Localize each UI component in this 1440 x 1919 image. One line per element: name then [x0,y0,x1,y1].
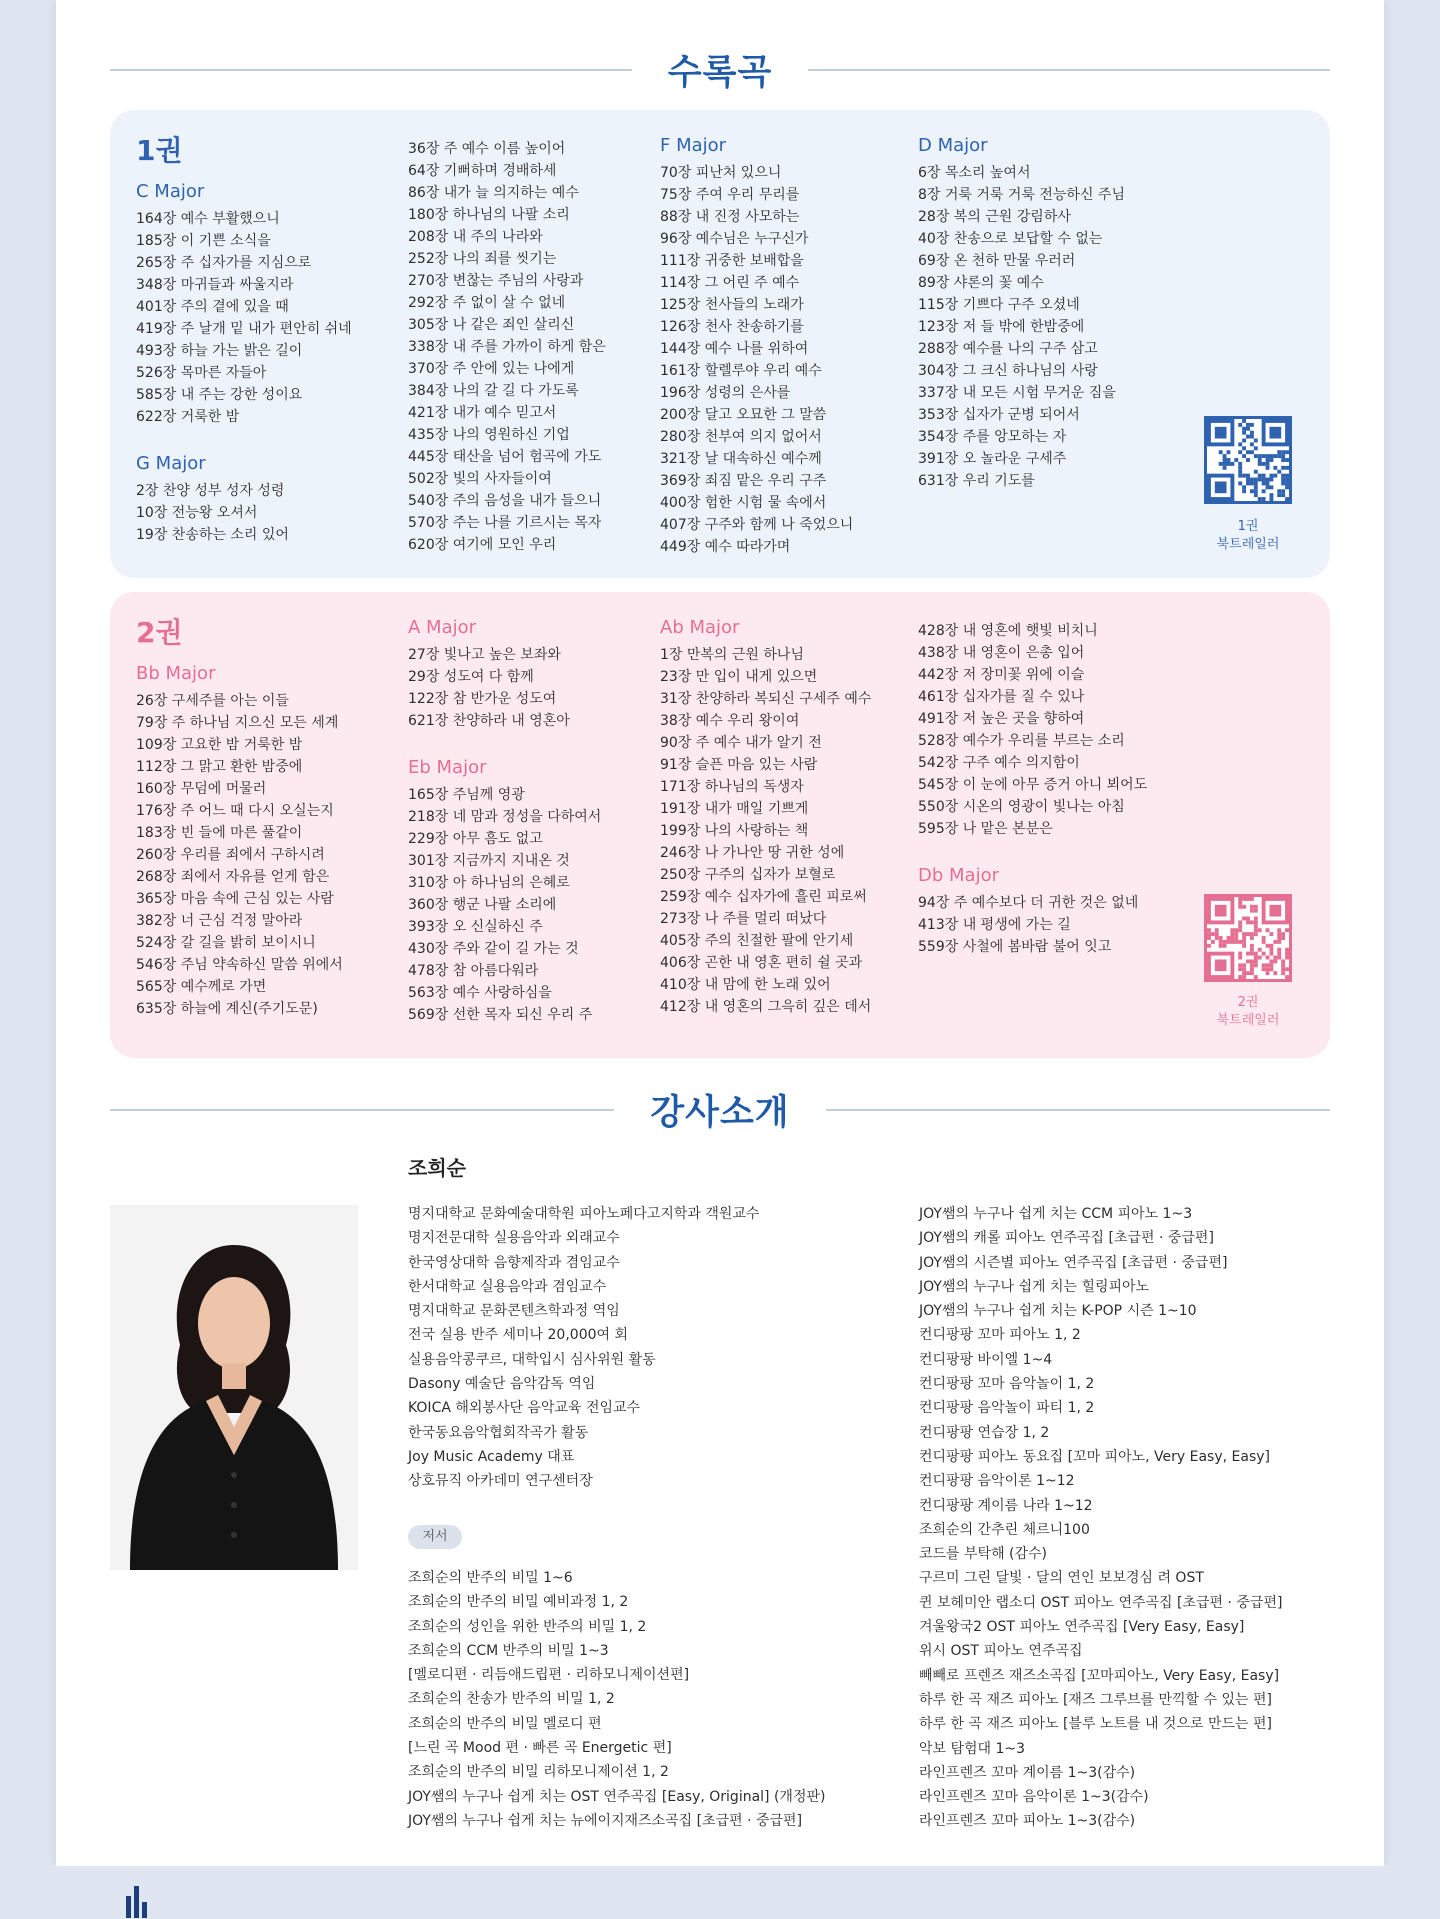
cv-item: 컨디팡팡 음악이론 1~12 [919,1473,1075,1490]
cv-item: JOY쌤의 누구나 쉽게 치는 K-POP 시즌 1~10 [919,1303,1197,1320]
cv-item: [느린 곡 Mood 편 · 빠른 곡 Energetic 편] [408,1740,672,1757]
song-item: 26장 구세주를 아는 이들 [136,693,289,709]
vol2-panel [110,592,1330,1058]
song-item: 565장 예수께로 가면 [136,979,267,995]
song-item: 29장 성도여 다 함께 [408,669,534,685]
cv-item: Joy Music Academy 대표 [408,1448,575,1465]
cv-item: 라인프렌즈 꼬마 피아노 1~3(감수) [919,1813,1136,1830]
song-item: 31장 찬양하라 복되신 구세주 예수 [660,691,872,707]
song-item: 2장 찬양 성부 성자 성령 [136,483,285,499]
song-item: 400장 험한 시험 물 속에서 [660,495,827,511]
cv-item: 컨디팡팡 꼬마 피아노 1, 2 [919,1327,1081,1344]
song-item: 171장 하나님의 독생자 [660,779,804,795]
song-item: 493장 하늘 가는 밝은 길이 [136,343,303,359]
song-item: 478장 참 아름다워라 [408,963,539,979]
cv-item: 조희순의 반주의 비밀 예비과정 1, 2 [408,1594,629,1611]
song-item: 265장 주 십자가를 지심으로 [136,255,312,271]
career-list [408,1202,759,1494]
song-item: 90장 주 예수 내가 알기 전 [660,735,822,751]
song-item: 79장 주 하나님 지으신 모든 세계 [136,715,339,731]
key-heading: Ab Major [660,617,740,638]
song-item: 369장 죄짐 맡은 우리 구주 [660,473,827,489]
cv-item: 라인프렌즈 꼬마 계이름 1~3(감수) [919,1764,1136,1781]
song-item: 36장 주 예수 이름 높이어 [408,141,566,157]
instructor-section-title: 강사소개 [650,1093,790,1133]
vol1-col1 [136,134,352,546]
song-item: 413장 내 평생에 가는 길 [918,917,1071,933]
cv-item: 실용음악콩쿠르, 대학입시 심사위원 활동 [408,1351,656,1368]
song-item: 268장 죄에서 자유를 얻게 함은 [136,869,330,885]
key-heading: F Major [660,135,727,156]
song-item: 86장 내가 늘 의지하는 예수 [408,185,579,201]
song-list [136,690,343,1020]
key-heading: A Major [408,617,477,638]
song-list [918,162,1125,492]
key-heading: Eb Major [408,757,487,778]
song-item: 445장 태산을 넘어 험곡에 가도 [408,449,602,465]
song-item: 88장 내 진정 사모하는 [660,209,800,225]
song-item: 185장 이 기쁜 소식을 [136,233,271,249]
qr-label-line: 2권 [1237,995,1259,1010]
cv-item: 하루 한 곡 재즈 피아노 [블루 노트를 내 것으로 만드는 편] [919,1716,1272,1733]
song-list [136,208,352,428]
cv-item: 한서대학교 실용음악과 겸임교수 [408,1278,607,1295]
song-list [408,644,601,732]
song-list [136,480,352,546]
songs-section-title: 수록곡 [667,53,773,93]
song-item: 183장 빈 들에 마른 풀같이 [136,825,303,841]
song-item: 546장 주님 약속하신 말씀 위에서 [136,957,343,973]
vol1-panel [110,110,1330,578]
books-list-right [919,1202,1282,1834]
song-item: 406장 곤한 내 영혼 편히 쉴 곳과 [660,955,863,971]
song-item: 180장 하나님의 나팔 소리 [408,207,570,223]
song-item: 273장 나 주를 멀리 떠났다 [660,911,827,927]
song-item: 438장 내 영혼이 은총 입어 [918,645,1085,661]
song-item: 353장 십자가 군병 되어서 [918,407,1080,423]
vol1-col2 [408,138,606,556]
song-item: 19장 찬송하는 소리 있어 [136,527,289,543]
song-item: 160장 무덤에 머물러 [136,781,267,797]
qr-label-line: 북트레일러 [1216,537,1280,552]
song-item: 595장 나 맡은 본분은 [918,821,1053,837]
song-item: 252장 나의 죄를 씻기는 [408,251,557,267]
song-item: 1장 만복의 근원 하나님 [660,647,804,663]
song-item: 111장 귀중한 보배합을 [660,253,804,269]
song-item: 419장 주 날개 밑 내가 편안히 쉬네 [136,321,352,337]
song-item: 405장 주의 친절한 팔에 안기세 [660,933,854,949]
cv-item: JOY쌤의 캐롤 피아노 연주곡집 [초급편 · 중급편] [919,1230,1214,1247]
song-item: 401장 주의 곁에 있을 때 [136,299,289,315]
song-item: 382장 너 근심 걱정 말아라 [136,913,303,929]
song-item: 430장 주와 같이 길 가는 것 [408,941,579,957]
books-badge: 저서 [408,1525,462,1549]
cv-item: JOY쌤의 누구나 쉽게 치는 CCM 피아노 1~3 [919,1206,1193,1222]
song-item: 393장 오 신실하신 주 [408,919,543,935]
vol1-qr-code[interactable] [1204,416,1292,504]
song-item: 449장 예수 따라가며 [660,539,791,555]
cv-item: 위시 OST 피아노 연주곡집 [919,1643,1083,1660]
song-item: 165장 주님께 영광 [408,787,525,803]
song-item: 176장 주 어느 때 다시 오실는지 [136,803,334,819]
song-item: 144장 예수 나를 위하여 [660,341,809,357]
vol1-col3 [660,134,853,558]
song-item: 310장 아 하나님의 은혜로 [408,875,570,891]
qr-pattern-icon [1207,897,1289,979]
vol2-col2 [408,616,601,1026]
logo-icon [126,1878,154,1918]
song-item: 360장 행군 나팔 소리에 [408,897,557,913]
song-item: 196장 성령의 은사를 [660,385,791,401]
song-item: 569장 선한 목자 되신 우리 주 [408,1007,593,1023]
song-item: 8장 거룩 거룩 거룩 전능하신 주님 [918,187,1125,203]
song-item: 288장 예수를 나의 구주 삼고 [918,341,1098,357]
song-item: 259장 예수 십자가에 흘린 피로써 [660,889,867,905]
song-item: 246장 나 가나안 땅 귀한 성에 [660,845,845,861]
song-item: 354장 주를 앙모하는 자 [918,429,1067,445]
songs-section-header [110,40,1330,100]
song-item: 435장 나의 영원하신 기업 [408,427,570,443]
cv-item: 조희순의 성인을 위한 반주의 비밀 1, 2 [408,1618,647,1635]
song-item: 407장 구주와 함께 나 죽었으니 [660,517,854,533]
song-item: 348장 마귀들과 싸울지라 [136,277,294,293]
song-item: 218장 네 맘과 정성을 다하여서 [408,809,602,825]
cv-item: 조희순의 간추린 체르니100 [919,1521,1090,1538]
song-item: 528장 예수가 우리를 부르는 소리 [918,733,1125,749]
song-item: 40장 찬송으로 보답할 수 없는 [918,231,1103,247]
instructor-photo [110,1205,358,1570]
cv-item: 조희순의 반주의 비밀 리하모니제이션 1, 2 [408,1764,669,1781]
cv-item: KOICA 해외봉사단 음악교육 전임교수 [408,1400,641,1417]
cv-item: 조희순의 CCM 반주의 비밀 1~3 [408,1642,609,1659]
cv-item: 하루 한 곡 재즈 피아노 [재즈 그루브를 만끽할 수 있는 편] [919,1691,1272,1708]
song-item: 570장 주는 나를 기르시는 목자 [408,515,602,531]
song-item: 10장 전능왕 오셔서 [136,505,258,521]
key-heading: Bb Major [136,663,216,684]
cv-item: JOY쌤의 누구나 쉽게 치는 뉴에이지재즈소곡집 [초급편 · 중급편] [408,1812,803,1829]
song-item: 412장 내 영혼의 그윽히 깊은 데서 [660,999,872,1015]
key-heading: G Major [136,453,206,474]
song-item: 94장 주 예수보다 더 귀한 것은 없네 [918,895,1139,911]
cv-item: [멜로디편 · 리듬애드립편 · 리하모니제이션편] [408,1667,690,1684]
song-list [918,892,1147,958]
song-item: 305장 나 같은 죄인 살리신 [408,317,575,333]
cv-item: 컨디팡팡 피아노 동요집 [꼬마 피아노, Very Easy, Easy] [919,1448,1270,1465]
song-item: 69장 온 천하 만물 우러러 [918,253,1076,269]
song-item: 384장 나의 갈 길 다 가도록 [408,383,579,399]
cv-item: 조희순의 반주의 비밀 1~6 [408,1570,573,1586]
song-item: 112장 그 맑고 환한 밤중에 [136,759,303,775]
song-item: 191장 내가 매일 기쁘게 [660,801,809,817]
cv-item: 코드를 부탁해 (감수) [919,1546,1048,1563]
song-list [408,784,601,1026]
cv-item: 구르미 그린 달빛 · 달의 연인 보보경심 려 OST [919,1570,1204,1587]
song-item: 280장 천부여 의지 없어서 [660,429,822,445]
song-item: 542장 구주 예수 의지함이 [918,755,1080,771]
song-item: 114장 그 어린 주 예수 [660,275,800,291]
song-item: 260장 우리를 죄에서 구하시려 [136,847,325,863]
cv-item: 퀸 보헤미안 랩소디 OST 피아노 연주곡집 [초급편 · 중급편] [919,1594,1283,1611]
song-item: 321장 날 대속하신 예수께 [660,451,822,467]
song-item: 461장 십자가를 질 수 있나 [918,689,1085,705]
divider [110,69,632,71]
cv-item: 컨디팡팡 음악놀이 파티 1, 2 [919,1400,1095,1417]
song-list [408,138,606,556]
song-item: 125장 천사들의 노래가 [660,297,804,313]
vol2-qr-code[interactable] [1204,894,1292,982]
song-list [660,644,871,1018]
divider [808,69,1330,71]
song-item: 370장 주 안에 있는 나에게 [408,361,575,377]
page [56,0,1384,1866]
song-item: 550장 시온의 영광이 빛나는 아침 [918,799,1125,815]
song-item: 270장 변찮는 주님의 사랑과 [408,273,584,289]
song-item: 391장 오 놀라운 구세주 [918,451,1067,467]
song-item: 122장 참 반가운 성도여 [408,691,557,707]
song-list [918,620,1147,840]
cv-item: JOY쌤의 시즌별 피아노 연주곡집 [초급편 · 중급편] [919,1254,1228,1271]
cv-item: 한국동요음악협회작곡가 활동 [408,1424,589,1441]
song-item: 89장 샤론의 꽃 예수 [918,275,1044,291]
song-item: 70장 피난처 있으니 [660,165,782,181]
song-item: 304장 그 크신 하나님의 사랑 [918,363,1098,379]
song-item: 620장 여기에 모인 우리 [408,537,557,553]
song-item: 540장 주의 음성을 내가 들으니 [408,493,602,509]
vol2-col3 [660,616,871,1018]
cv-item: 명지대학교 문화콘텐츠학과정 역임 [408,1303,620,1320]
vol1-title: 1권 [136,134,183,167]
song-item: 229장 아무 흠도 없고 [408,831,543,847]
cv-item: 컨디팡팡 꼬마 음악놀이 1, 2 [919,1376,1095,1393]
song-item: 337장 내 모든 시험 무거운 짐을 [918,385,1116,401]
song-item: 109장 고요한 밤 거룩한 밤 [136,737,303,753]
song-item: 6장 목소리 높여서 [918,165,1031,181]
key-heading: Db Major [918,865,999,886]
song-item: 292장 주 없이 살 수 없네 [408,295,566,311]
song-item: 365장 마음 속에 근심 있는 사람 [136,891,334,907]
cv-item: Dasony 예술단 음악감독 역임 [408,1376,596,1393]
song-item: 91장 슬픈 마음 있는 사람 [660,757,818,773]
cv-item: 한국영상대학 음향제작과 겸임교수 [408,1254,620,1271]
divider [110,1109,614,1111]
key-heading: C Major [136,181,205,202]
divider [826,1109,1330,1111]
song-item: 123장 저 들 밖에 한밤중에 [918,319,1085,335]
cv-item: 빼빼로 프렌즈 재즈소곡집 [꼬마피아노, Very Easy, Easy] [919,1667,1280,1684]
song-item: 250장 구주의 십자가 보혈로 [660,867,836,883]
cv-item: 상호뮤직 아카데미 연구센터장 [408,1473,593,1490]
vol2-col1 [136,616,343,1020]
song-item: 199장 나의 사랑하는 책 [660,823,809,839]
vol1-col4 [918,134,1125,492]
books-list-left [408,1566,825,1833]
song-item: 338장 내 주를 가까이 하게 함은 [408,339,606,355]
qr-label-line: 북트레일러 [1216,1013,1280,1028]
song-item: 28장 복의 근원 강림하사 [918,209,1071,225]
song-item: 96장 예수님은 누구신가 [660,231,809,247]
song-item: 545장 이 눈에 아무 증거 아니 뵈어도 [918,777,1148,793]
cv-item: 명지전문대학 실용음악과 외래교수 [408,1230,620,1247]
cv-item: 악보 탐험대 1~3 [919,1740,1026,1757]
song-item: 524장 갈 길을 밝히 보이시니 [136,935,316,951]
song-item: 526장 목마른 자들아 [136,365,267,381]
cv-item: JOY쌤의 누구나 쉽게 치는 OST 연주곡집 [Easy, Original] (개정판) [408,1788,826,1805]
song-item: 38장 예수 우리 왕이여 [660,713,800,729]
cv-item: 전국 실용 반주 세미나 20,000여 회 [408,1327,629,1344]
song-item: 421장 내가 예수 믿고서 [408,405,557,421]
song-item: 126장 천사 찬송하기를 [660,319,804,335]
song-item: 585장 내 주는 강한 성이요 [136,387,303,403]
song-item: 410장 내 맘에 한 노래 있어 [660,977,831,993]
cv-item: 겨울왕국2 OST 피아노 연주곡집 [Very Easy, Easy] [919,1619,1245,1636]
song-item: 559장 사철에 봄바람 불어 잇고 [918,939,1112,955]
instructor-name: 조희순 [408,1156,466,1180]
song-item: 75장 주여 우리 무리를 [660,187,800,203]
song-list [660,162,853,558]
cv-item: 라인프렌즈 꼬마 음악이론 1~3(감수) [919,1789,1149,1806]
song-item: 64장 기뻐하며 경배하세 [408,163,557,179]
key-heading: D Major [918,135,988,156]
song-item: 27장 빛나고 높은 보좌와 [408,647,561,663]
vol1-qr-label [1193,518,1303,554]
song-item: 502장 빛의 사자들이여 [408,471,552,487]
vol2-col4 [918,620,1147,958]
song-item: 23장 만 입이 내게 있으면 [660,669,818,685]
vol2-title: 2권 [136,616,183,649]
song-item: 442장 저 장미꽃 위에 이슬 [918,667,1085,683]
cv-item: 컨디팡팡 연습장 1, 2 [919,1424,1050,1441]
song-item: 491장 저 높은 곳을 향하여 [918,711,1085,727]
cv-item: 명지대학교 문화예술대학원 피아노페다고지학과 객원교수 [408,1206,760,1222]
song-item: 621장 찬양하라 내 영혼아 [408,713,570,729]
footer [0,1866,1440,1919]
cv-item: JOY쌤의 누구나 쉽게 치는 힐링피아노 [919,1278,1150,1295]
cv-item: 조희순의 반주의 비밀 멜로디 편 [408,1715,602,1732]
song-item: 164장 예수 부활했으니 [136,211,280,227]
qr-label-line: 1권 [1237,519,1259,534]
song-item: 563장 예수 사랑하심을 [408,985,552,1001]
cv-item: 컨디팡팡 계이름 나라 1~12 [919,1497,1093,1514]
song-item: 631장 우리 기도를 [918,473,1035,489]
song-item: 208장 내 주의 나라와 [408,229,543,245]
instructor-section-header [110,1080,1330,1140]
song-item: 622장 거룩한 밤 [136,409,240,425]
song-item: 161장 할렐루야 우리 예수 [660,363,822,379]
song-item: 301장 지금까지 지내온 것 [408,853,570,869]
vol2-qr-label [1193,994,1303,1030]
cv-item: 조희순의 찬송가 반주의 비밀 1, 2 [408,1691,615,1708]
song-item: 428장 내 영혼에 햇빛 비치니 [918,623,1098,639]
song-item: 200장 달고 오묘한 그 말씀 [660,407,827,423]
song-item: 115장 기쁘다 구주 오셨네 [918,297,1080,313]
qr-pattern-icon [1207,419,1289,501]
song-item: 635장 하늘에 계신(주기도문) [136,1001,318,1017]
cv-item: 컨디팡팡 바이엘 1~4 [919,1351,1053,1368]
